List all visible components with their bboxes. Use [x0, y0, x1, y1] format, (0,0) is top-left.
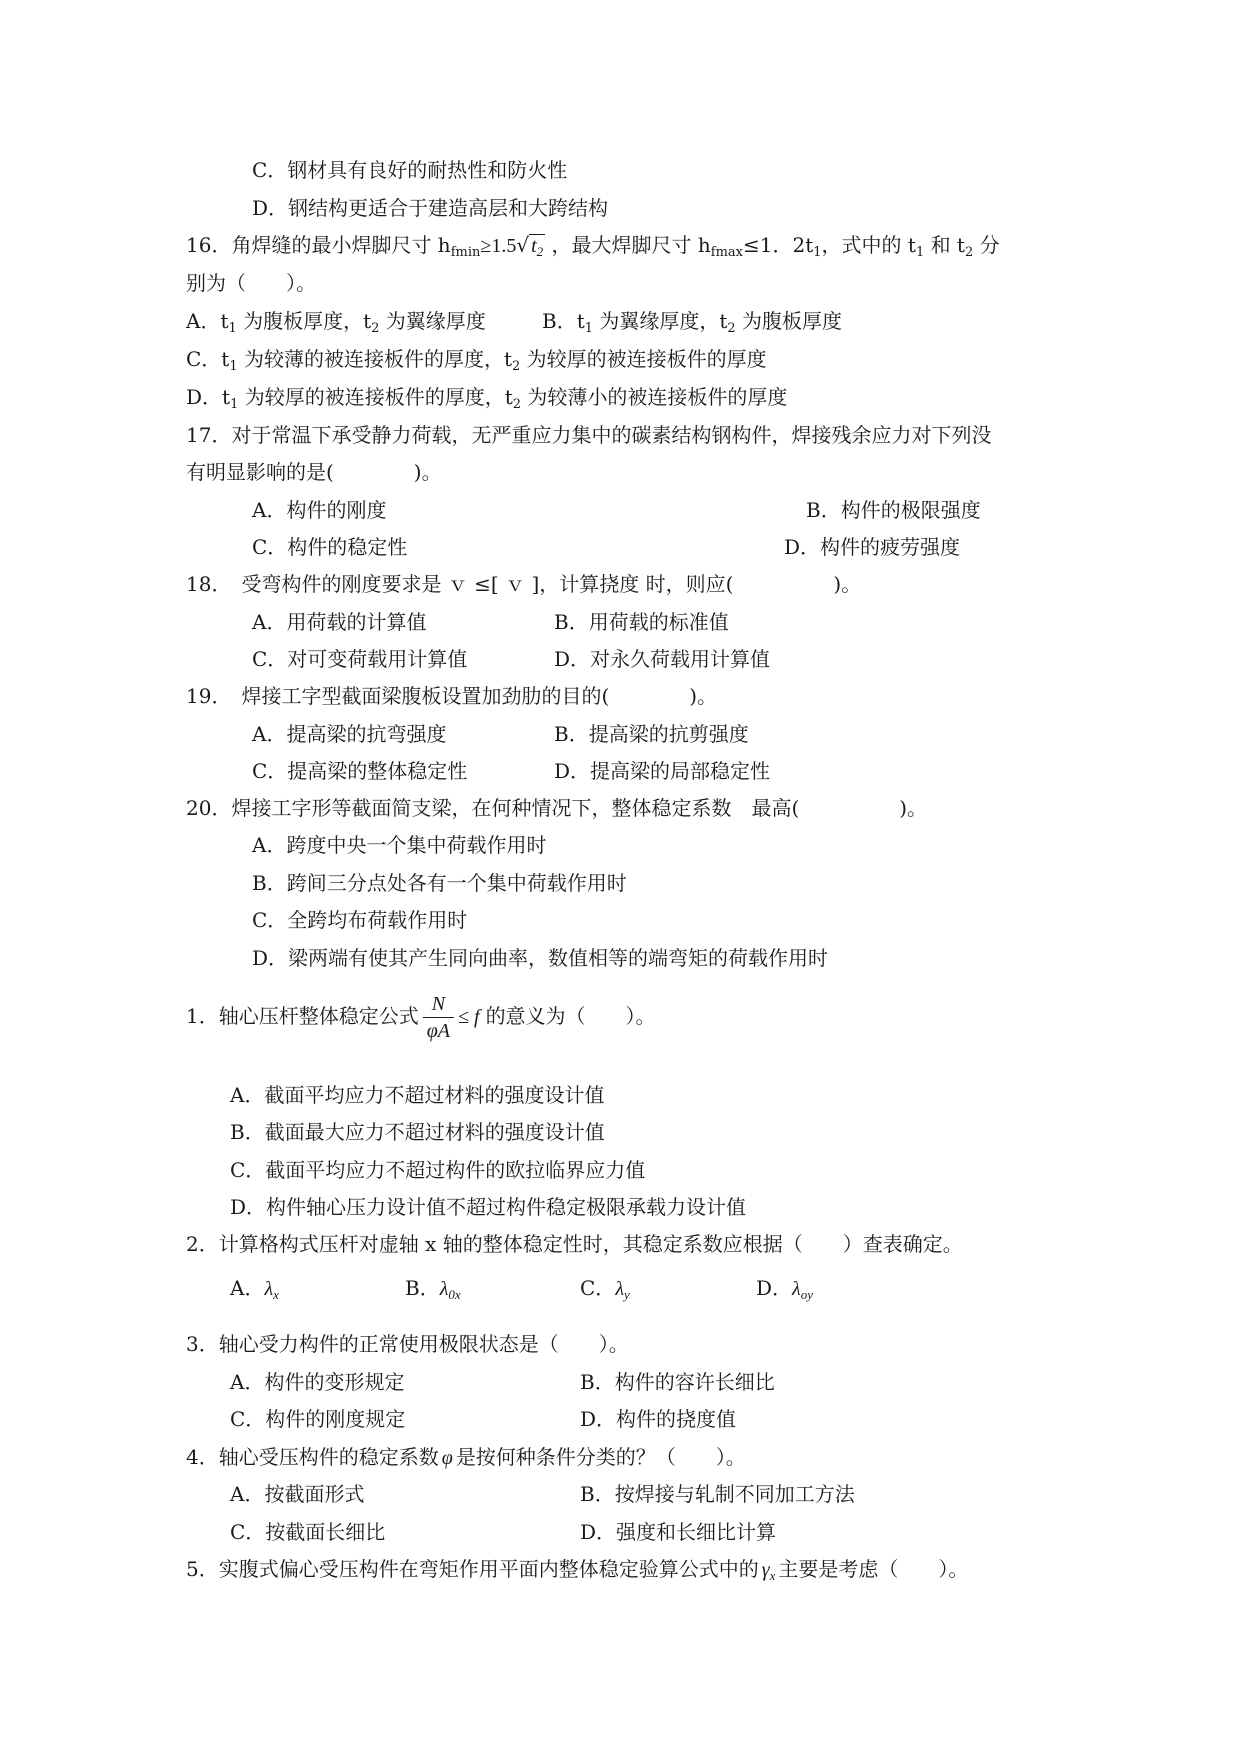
p3-stem: 3．轴心受力构件的正常使用极限状态是（ ）。 [186, 1332, 629, 1356]
p1-option-b: B．截面最大应力不超过材料的强度设计值 [230, 1120, 605, 1144]
q16d-p1: D．t [186, 385, 231, 409]
q17-option-a: A．构件的刚度 [252, 498, 387, 522]
q17-stem-line1: 17．对于常温下承受静力荷载，无严重应力集中的碳素结构钢构件，焊接残余应力对下列没 [186, 423, 992, 447]
q16-text-b: ，最大焊脚尺寸 h [545, 233, 711, 257]
p5-sub: x [769, 1568, 776, 1583]
p4-phi: φ [441, 1447, 453, 1469]
q16a-p1: A．t [186, 309, 229, 333]
q17-stem-line2: 有明显影响的是( )。 [186, 460, 442, 484]
p4-option-b: B．按焊接与轧制不同加工方法 [580, 1482, 855, 1506]
q16-tail-sub1: 1 [915, 245, 925, 260]
q17-option-b: B．构件的极限强度 [806, 498, 981, 522]
p1-option-c: C．截面平均应力不超过构件的欧拉临界应力值 [230, 1158, 646, 1182]
q16a-p2: 为腹板厚度，t [236, 309, 372, 333]
q20-option-b: B．跨间三分点处各有一个集中荷载作用时 [252, 871, 627, 895]
p4-post: 是按何种条件分类的？（ ）。 [455, 1445, 746, 1469]
q16-tail-sub2: 2 [964, 245, 974, 260]
q16b-s1: 1 [584, 321, 594, 336]
q16a-s1: 1 [228, 321, 237, 336]
p2c-sub: y [623, 1287, 630, 1302]
q16-le: ≤1．2t [743, 233, 814, 257]
q16-text-a: 16．角焊缝的最小焊脚尺寸 h [186, 233, 451, 257]
p2-option-b [405, 1276, 461, 1301]
q18-option-b: B．用荷载的标准值 [554, 610, 729, 634]
q16b-s2: 2 [727, 321, 736, 336]
q19-stem: 19． 焊接工字型截面梁腹板设置加劲肋的目的( )。 [186, 684, 718, 708]
q16c-s2: 2 [512, 359, 521, 374]
p1-stem [186, 990, 656, 1044]
q16c-s1: 1 [229, 359, 238, 374]
p1-post: 的意义为（ ）。 [485, 1004, 656, 1028]
p1-option-d: D．构件轴心压力设计值不超过构件稳定极限承载力设计值 [230, 1195, 747, 1219]
q19-option-c: C．提高梁的整体稳定性 [252, 759, 468, 783]
q20-option-d: D．梁两端有使其产生同向曲率，数值相等的端弯矩的荷载作用时 [252, 946, 829, 970]
p2-option-c [580, 1276, 630, 1301]
q16c-p3: 为较厚的被连接板件的厚度 [520, 347, 767, 371]
p5-stem [186, 1557, 968, 1582]
p2b-label: B． [405, 1276, 440, 1300]
p4-option-c: C．按截面长细比 [230, 1520, 386, 1544]
q20-stem: 20．焊接工字形等截面简支梁，在何种情况下，整体稳定系数 最高( )。 [186, 796, 928, 820]
p4-option-a: A．按截面形式 [230, 1482, 365, 1506]
p2d-label: D． [756, 1276, 793, 1300]
q19-option-b: B．提高梁的抗剪强度 [554, 722, 749, 746]
q16-t: t [531, 235, 537, 257]
p2a-sub: x [273, 1287, 279, 1302]
q16-text-e: 分 [973, 233, 1000, 257]
q16c-p1: C．t [186, 347, 230, 371]
p4-stem [186, 1445, 746, 1470]
p4-pre: 4．轴心受压构件的稳定系数 [186, 1445, 439, 1469]
p5-post: 主要是考虑（ ）。 [778, 1557, 969, 1581]
q16d-s1: 1 [230, 397, 239, 412]
q16b-p1: B．t [542, 309, 585, 333]
q16d-s2: 2 [512, 397, 522, 412]
q18-option-d: D．对永久荷载用计算值 [554, 647, 771, 671]
p2a-label: A． [230, 1276, 265, 1300]
p1-relation: ≤ f [458, 1006, 480, 1028]
q16b-p3: 为腹板厚度 [735, 309, 843, 333]
p2b-lambda: λ [439, 1278, 449, 1300]
p1-option-a: A．截面平均应力不超过材料的强度设计值 [230, 1083, 605, 1107]
q17-option-c: C．构件的稳定性 [252, 535, 408, 559]
q16b-p2: 为翼缘厚度，t [593, 309, 728, 333]
p3-option-d: D．构件的挠度值 [580, 1407, 737, 1431]
q15-option-c: C．钢材具有良好的耐热性和防火性 [252, 158, 568, 182]
q18-option-a: A．用荷载的计算值 [252, 610, 427, 634]
p2d-lambda: λ [792, 1278, 801, 1300]
p5-pre: 5．实腹式偏心受压构件在弯矩作用平面内整体稳定验算公式中的 [186, 1557, 759, 1581]
q15-option-d: D．钢结构更适合于建造高层和大跨结构 [252, 196, 609, 220]
q16-option-a [186, 309, 486, 336]
p1-denominator: φA [426, 1020, 451, 1042]
p3-option-b: B．构件的容许长细比 [580, 1370, 775, 1394]
q16-sub-fmax: fmax [710, 245, 743, 260]
p2c-label: C． [580, 1276, 616, 1300]
q16-option-b [542, 309, 843, 336]
q16-sub-1: 1 [813, 245, 822, 260]
q16-sqrt [516, 233, 545, 258]
p2-option-d [756, 1276, 813, 1301]
p1-pre: 1．轴心压杆整体稳定公式 [186, 1004, 419, 1028]
p2-stem: 2．计算格构式压杆对虚轴 x 轴的整体稳定性时，其稳定系数应根据（ ）查表确定。 [186, 1232, 963, 1256]
q16a-s2: 2 [371, 321, 380, 336]
p5-gamma: γ [761, 1559, 770, 1581]
q19-option-d: D．提高梁的局部稳定性 [554, 759, 771, 783]
q17-option-d: D．构件的疲劳强度 [784, 535, 961, 559]
p2b-sub: 0x [448, 1287, 461, 1302]
p2-option-a [230, 1276, 279, 1301]
q16-text-d: 和 t [924, 233, 965, 257]
q16-sub-fmin: fmin [450, 245, 481, 260]
p2a-lambda: λ [264, 1278, 274, 1300]
p2d-sub: oy [800, 1287, 813, 1302]
p3-option-c: C．构件的刚度规定 [230, 1407, 406, 1431]
q16-t-sub: 2 [536, 244, 544, 259]
q16c-p2: 为较薄的被连接板件的厚度，t [237, 347, 513, 371]
q16d-p2: 为较厚的被连接板件的厚度，t [238, 385, 513, 409]
q18-option-c: C．对可变荷载用计算值 [252, 647, 468, 671]
p1-fraction [423, 991, 454, 1044]
q16-text-c: ，式中的 t [821, 233, 916, 257]
q16-ge: ≥1.5 [480, 235, 517, 257]
q20-option-a: A．跨度中央一个集中荷载作用时 [252, 833, 547, 857]
q18-stem: 18． 受弯构件的刚度要求是 ｖ ≤[ ｖ ]，计算挠度 时，则应( )。 [186, 572, 862, 596]
sqrt-icon: √ [516, 233, 530, 257]
q16a-p3: 为翼缘厚度 [379, 309, 486, 333]
q16-stem-line1 [186, 233, 1000, 258]
q19-option-a: A．提高梁的抗弯强度 [252, 722, 447, 746]
q16d-p3: 为较薄小的被连接板件的厚度 [521, 385, 788, 409]
q20-option-c: C．全跨均布荷载作用时 [252, 908, 468, 932]
p1-numerator: N [423, 991, 454, 1018]
p3-option-a: A．构件的变形规定 [230, 1370, 405, 1394]
q16-option-c [186, 347, 767, 374]
q16-option-d [186, 385, 788, 412]
p4-option-d: D．强度和长细比计算 [580, 1520, 777, 1544]
p2c-lambda: λ [615, 1278, 624, 1300]
q16-stem-line2: 别为（ ）。 [186, 271, 316, 295]
